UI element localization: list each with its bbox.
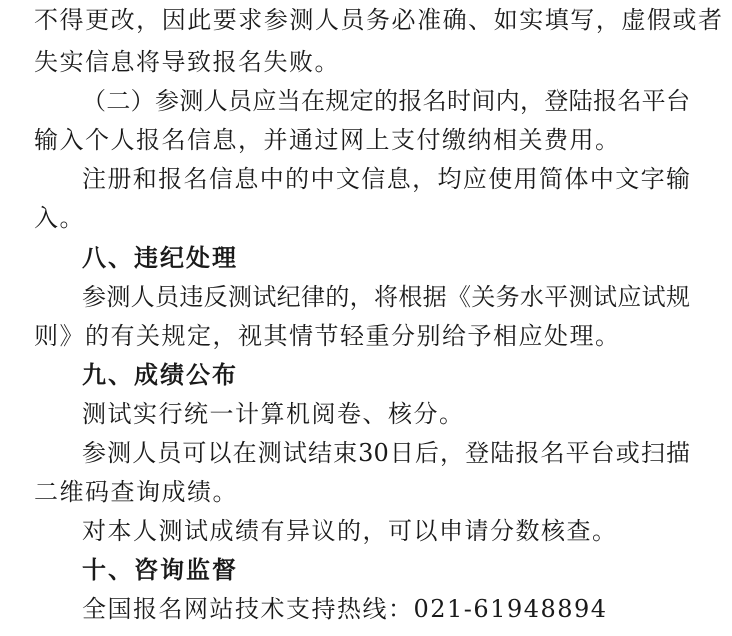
paragraph-line: （二）参测人员应当在规定的报名时间内，登陆报名平台	[82, 87, 690, 115]
section-heading-violations: 八、违纪处理	[82, 244, 238, 272]
paragraph-line: 测试实行统一计算机阅卷、核分。	[82, 400, 465, 428]
paragraph-line: 参测人员可以在测试结束30日后，登陆报名平台或扫描	[82, 439, 690, 467]
paragraph-line: 参测人员违反测试纪律的，将根据《关务水平测试应试规	[82, 283, 690, 311]
paragraph-line: 失实信息将导致报名失败。	[34, 48, 340, 76]
support-hotline-line: 全国报名网站技术支持热线：021-61948894	[82, 595, 608, 623]
paragraph-line: 输入个人报名信息，并通过网上支付缴纳相关费用。	[34, 126, 621, 154]
paragraph-line: 对本人测试成绩有异议的，可以申请分数核查。	[82, 517, 618, 545]
paragraph-line: 则》的有关规定，视其情节轻重分别给予相应处理。	[34, 322, 621, 350]
section-heading-consultation: 十、咨询监督	[82, 556, 238, 584]
paragraph-line: 二维码查询成绩。	[34, 478, 238, 506]
paragraph-line: 不得更改，因此要求参测人员务必准确、如实填写，虚假或者	[34, 6, 722, 34]
paragraph-line: 入。	[34, 204, 85, 232]
section-heading-results: 九、成绩公布	[82, 361, 238, 389]
paragraph-line: 注册和报名信息中的中文信息，均应使用简体中文字输	[82, 165, 690, 193]
